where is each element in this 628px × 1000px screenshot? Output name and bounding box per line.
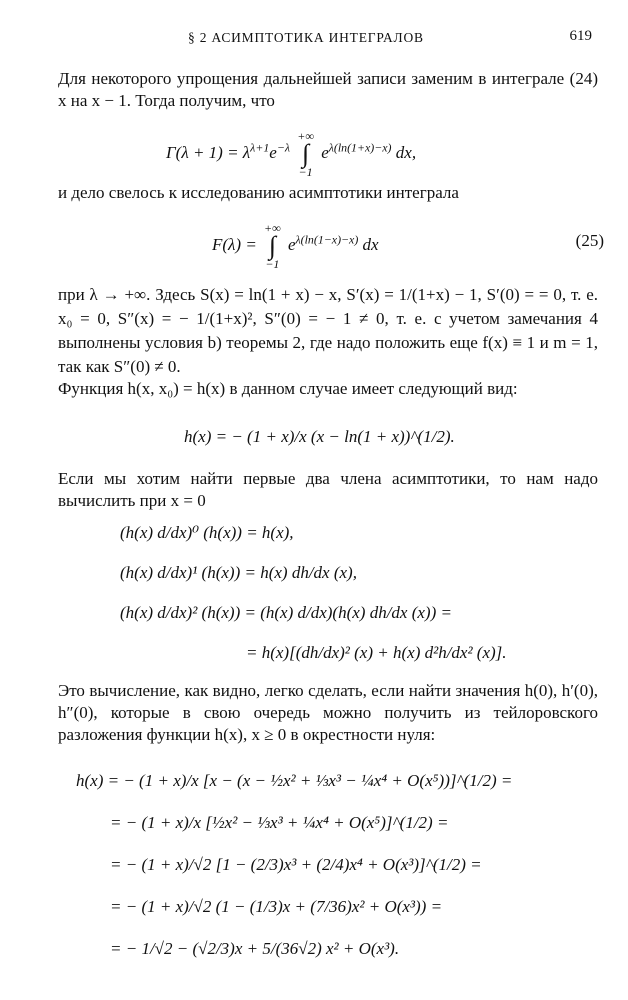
paragraph-taylor: Это вычисление, как видно, легко сделать, если найти значения h(0), h′(0), h″(0), которые в свою очередь можно получить из тейлоровского разложения функции h(x), x ≥ 0 в окрестности нуля: xyxy=(58,681,598,744)
equation-op-1: (h(x) d/dx)¹ (h(x)) = h(x) dh/dx (x), xyxy=(120,563,357,582)
paragraph-conditions: при λ → +∞. Здесь S(x) = ln(1 + x) − x, S′(x) = 1/(1+x) − 1, S′(0) = = 0, т. е. x₀ = 0, S″(x) = − 1/(1+x)², S″(0) = − 1 ≠ 0, т. е. с учетом замечания 4 выполнены условия b) теоремы 2, где надо положить еще f(x) ≡ 1 и m = 1, так как S″(0) ≠ 0. xyxy=(58,285,598,376)
equation-number: (25) xyxy=(575,231,604,250)
equation-gamma: $\Gamma(\lambda + 1) = \lambda^{\lambda+1}e^{-\lambda}$ +∞ ∫ −1 $e^{\lambda(ln(1+x)-x)}$ dx, xyxy=(166,129,417,179)
equation-taylor-0: h(x) = − (1 + x)/x [x − (x − ½x² + ⅓x³ − ¼x⁴ + O(x⁵))]^(1/2) = xyxy=(76,771,513,790)
paragraph-derivatives: Если мы хотим найти первые два члена асимптотики, то нам надо вычислить при x = 0 xyxy=(58,469,598,510)
equation-taylor-3: = − (1 + x)/√2 (1 − (1/3)x + (7/36)x² + O(x³)) = xyxy=(110,897,443,916)
equation-op-2: (h(x) d/dx)² (h(x)) = (h(x) d/dx)(h(x) dh/dx (x)) = xyxy=(120,603,452,622)
equation-taylor-2: = − (1 + x)/√2 [1 − (2/3)x³ + (2/4)x⁴ + O(x³)]^(1/2) = xyxy=(110,855,482,874)
running-header xyxy=(0,27,628,47)
equation-25: F(λ) = +∞ ∫ −1 $e^{\lambda(ln(1-x)-x)}$ dx (25) xyxy=(212,221,604,271)
equation-op-2-cont: = h(x)[(dh/dx)² (x) + h(x) d²h/dx² (x)]. xyxy=(246,643,507,662)
page-number: 619 xyxy=(569,28,592,44)
equation-taylor-1: = − (1 + x)/x [½x² − ⅓x³ + ¼x⁴ + O(x⁵)]^(1/2) = xyxy=(110,813,449,832)
paragraph-reduction: и дело свелось к исследованию асимптотики интеграла xyxy=(58,183,459,202)
paragraph-substitution: Для некоторого упрощения дальнейшей записи заменим в интеграле (24) x на x − 1. Тогда получим, что xyxy=(58,69,598,110)
integral-sign: +∞ ∫ −1 xyxy=(297,129,314,179)
equation-h: h(x) = − (1 + x)/x (x − ln(1 + x))^(1/2). xyxy=(184,427,455,446)
integral-sign: +∞ ∫ −1 xyxy=(264,221,281,271)
equation-taylor-4: = − 1/√2 − (√2/3)x + 5/(36√2) x² + O(x³). xyxy=(110,939,400,958)
paragraph-h-function: Функция h(x, x₀) = h(x) в данном случае имеет следующий вид: xyxy=(58,379,518,398)
section-title: § 2 АСИМПТОТИКА ИНТЕГРАЛОВ xyxy=(188,30,424,45)
equation-op-0: (h(x) d/dx)⁰ (h(x)) = h(x), xyxy=(120,523,294,542)
